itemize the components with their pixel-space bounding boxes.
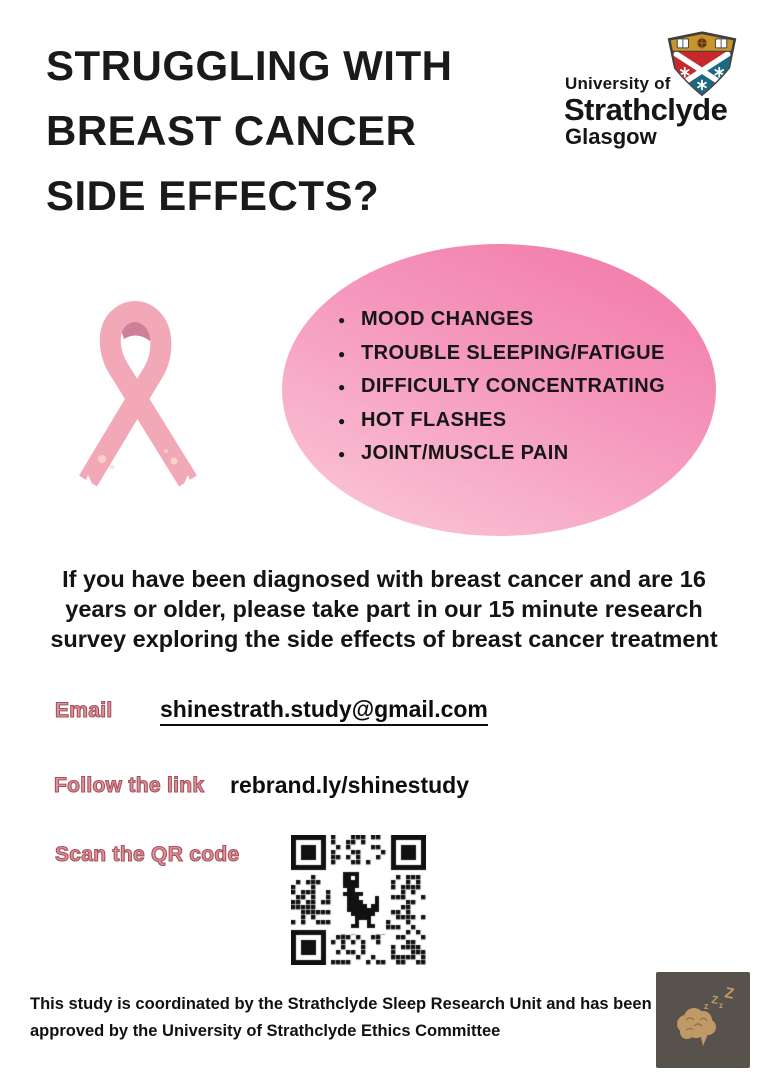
pink-ribbon-icon	[58, 283, 218, 495]
footer-text-line: This study is coordinated by the Strathclyde Sleep Research Unit and has been	[30, 995, 652, 1013]
logo-glasgow: Glasgow	[565, 124, 657, 149]
email-address[interactable]: shinestrath.study@gmail.com	[160, 696, 488, 726]
intro-text-line: years or older, please take part in our 15 minute research	[65, 596, 703, 622]
intro-text	[0, 564, 768, 654]
symptom-item: ● HOT FLASHES	[338, 404, 665, 438]
university-crest-icon	[663, 31, 741, 97]
poster-title-line: BREAST CANCER	[46, 107, 417, 154]
email-row	[55, 696, 488, 723]
svg-text:z: z	[704, 1001, 709, 1011]
link-row	[54, 772, 470, 798]
logo-strathclyde: Strathclyde	[564, 92, 728, 127]
svg-text:z: z	[698, 1011, 702, 1018]
qr-code[interactable]	[291, 835, 426, 965]
svg-text:Z: Z	[710, 994, 719, 1007]
svg-text:z: z	[719, 1001, 723, 1010]
symptom-item: ● JOINT/MUSCLE PAIN	[338, 437, 665, 471]
link-label: Follow the link	[54, 774, 205, 797]
email-label: Email	[55, 699, 113, 722]
footer-text-line: approved by the University of Strathclyde Ethics Committee	[30, 1022, 501, 1040]
qr-row	[55, 843, 240, 867]
poster-title-line: SIDE EFFECTS?	[46, 172, 380, 219]
symptom-item: ● MOOD CHANGES	[338, 303, 665, 337]
symptoms-list	[338, 303, 665, 471]
symptom-item: ● DIFFICULTY CONCENTRATING	[338, 370, 665, 404]
qr-label: Scan the QR code	[55, 843, 240, 866]
symptom-item: ● TROUBLE SLEEPING/FATIGUE	[338, 337, 665, 371]
logo-university-of: University of	[565, 74, 671, 93]
intro-text-line: survey exploring the side effects of breast cancer treatment	[50, 626, 718, 652]
survey-link[interactable]: rebrand.ly/shinestudy	[230, 772, 470, 798]
intro-text-line: If you have been diagnosed with breast cancer and are 16	[62, 566, 706, 592]
poster-title	[46, 33, 452, 228]
svg-text:Z: Z	[723, 984, 736, 1003]
poster-title-line: STRUGGLING WITH	[46, 42, 453, 89]
sleeping-brain-icon	[656, 972, 750, 1068]
footer-text	[30, 991, 652, 1045]
sleeping-brain-image	[656, 972, 750, 1068]
